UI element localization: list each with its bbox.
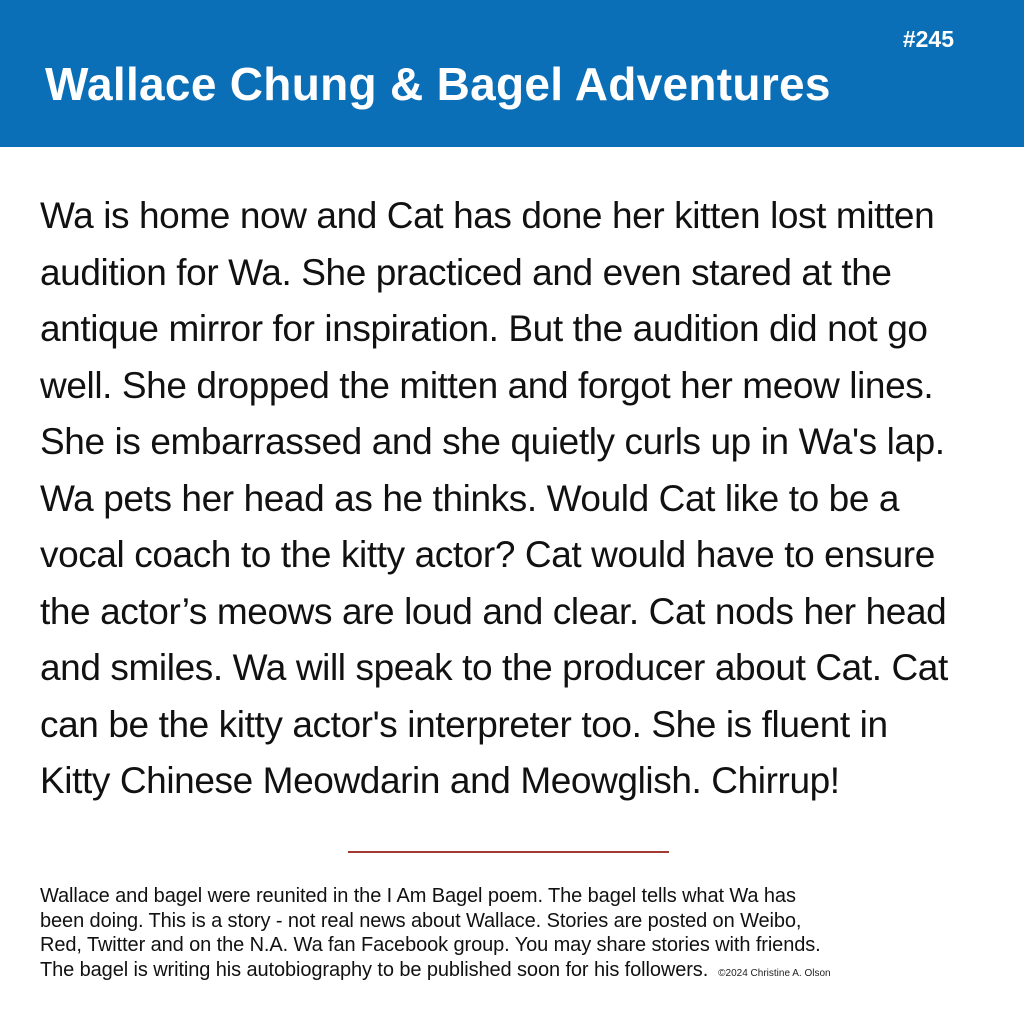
divider-line <box>348 851 669 853</box>
footer-line: been doing. This is a story - not real news about Wallace. Stories are posted on Weibo, <box>40 909 802 932</box>
story-line: Wa is home now and Cat has done her kitten lost mitten <box>40 195 935 236</box>
footer-line: Red, Twitter and on the N.A. Wa fan Facebook group. You may share stories with friends. <box>40 934 821 956</box>
story-line: the actor’s meows are loud and clear. Cat nods her head <box>40 590 947 632</box>
story-line: vocal coach to the kitty actor? Cat would have to ensure <box>40 534 935 575</box>
footer-line-text: The bagel is writing his autobiography to be published soon for his followers. <box>40 958 709 981</box>
story-line: and smiles. Wa will speak to the producer about Cat. Cat <box>40 647 948 688</box>
episode-number: #245 <box>902 26 954 52</box>
story-text <box>40 188 1010 810</box>
page-title: Wallace Chung & Bagel Adventures <box>45 58 831 110</box>
story-line: Kitty Chinese Meowdarin and Meowglish. Chirrup! <box>40 760 840 801</box>
story-line: audition for Wa. She practiced and even stared at the <box>40 251 892 293</box>
footer-note <box>40 884 1000 986</box>
story-line: She is embarrassed and she quietly curls up in Wa's lap. <box>40 421 945 462</box>
story-line: antique mirror for inspiration. But the audition did not go <box>40 308 928 349</box>
story-line: can be the kitty actor's interpreter too. She is fluent in <box>40 703 888 745</box>
footer-line: Wallace and bagel were reunited in the I Am Bagel poem. The bagel tells what Wa has <box>40 885 796 907</box>
footer-line-last <box>40 958 1000 987</box>
header-banner <box>0 0 1024 147</box>
copyright-notice: ©2024 Christine A. Olson <box>718 967 831 979</box>
story-line: Wa pets her head as he thinks. Would Cat like to be a <box>40 477 900 519</box>
story-line: well. She dropped the mitten and forgot her meow lines. <box>40 364 934 406</box>
